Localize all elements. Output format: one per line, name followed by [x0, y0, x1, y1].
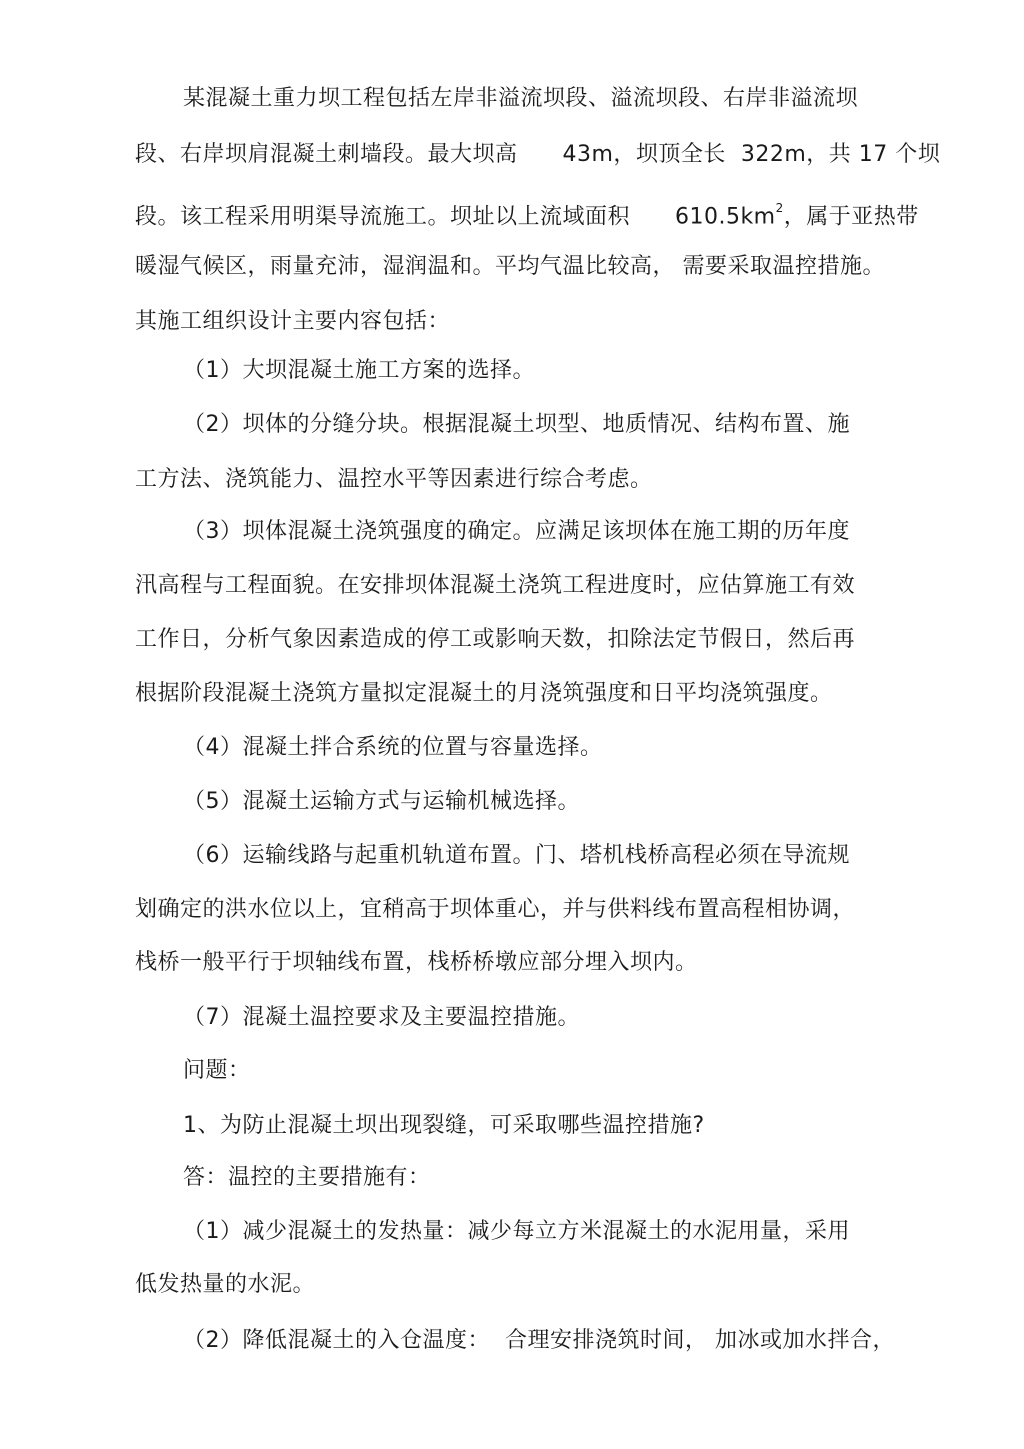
question-1: 1、为防止混凝土坝出现裂缝，可采取哪些温控措施? [183, 1113, 705, 1138]
item-5: （5）混凝土运输方式与运输机械选择。 [183, 789, 580, 814]
intro-line-2: 段、右岸坝肩混凝土刺墙段。最大坝高 43m，坝顶全长 322m，共 17 个坝 [135, 142, 941, 167]
answer-1-line-2: 低发热量的水泥。 [135, 1272, 316, 1297]
item-3-line-4: 根据阶段混凝土浇筑方量拟定混凝土的月浇筑强度和日平均浇筑强度。 [135, 681, 833, 706]
item-1: （1）大坝混凝土施工方案的选择。 [183, 358, 535, 383]
item-2-line-1: （2）坝体的分缝分块。根据混凝土坝型、地质情况、结构布置、施 [183, 412, 850, 437]
intro-line-3 [135, 196, 1024, 232]
intro-line-1: 某混凝土重力坝工程包括左岸非溢流坝段、溢流坝段、右岸非溢流坝 [183, 86, 859, 111]
answer-2-line-1: （2）降低混凝土的入仓温度： 合理安排浇筑时间， 加冰或加水拌合， [183, 1328, 895, 1353]
item-3-line-1: （3）坝体混凝土浇筑强度的确定。应满足该坝体在施工期的历年度 [183, 519, 850, 544]
intro-line-5: 其施工组织设计主要内容包括： [135, 309, 451, 334]
item-7: （7）混凝土温控要求及主要温控措施。 [183, 1005, 580, 1030]
item-6-line-2: 划确定的洪水位以上，宜稍高于坝体重心，并与供料线布置高程相协调， [135, 897, 856, 922]
item-3-line-3: 工作日，分析气象因素造成的停工或影响天数，扣除法定节假日，然后再 [135, 627, 856, 652]
answer-intro: 答：温控的主要措施有： [183, 1165, 431, 1190]
item-4: （4）混凝土拌合系统的位置与容量选择。 [183, 735, 603, 760]
item-3-line-2: 汛高程与工程面貌。在安排坝体混凝土浇筑工程进度时，应估算施工有效 [135, 573, 856, 598]
intro-line-3-text: 段。该工程采用明渠导流施工。坝址以上流域面积 610.5km [135, 204, 776, 230]
item-6-line-3: 栈桥一般平行于坝轴线布置，栈桥桥墩应部分埋入坝内。 [135, 950, 698, 975]
intro-line-4: 暖湿气候区，雨量充沛，湿润温和。平均气温比较高， 需要采取温控措施。 [135, 254, 885, 279]
item-2-line-2: 工方法、浇筑能力、温控水平等因素进行综合考虑。 [135, 467, 653, 492]
question-label: 问题： [183, 1058, 251, 1083]
intro-line-3-tail: ，属于亚热带 [783, 204, 919, 230]
superscript-2: 2 [775, 201, 784, 215]
item-6-line-1: （6）运输线路与起重机轨道布置。门、塔机栈桥高程必须在导流规 [183, 843, 850, 868]
answer-1-line-1: （1）减少混凝土的发热量：减少每立方米混凝土的水泥用量，采用 [183, 1219, 850, 1244]
